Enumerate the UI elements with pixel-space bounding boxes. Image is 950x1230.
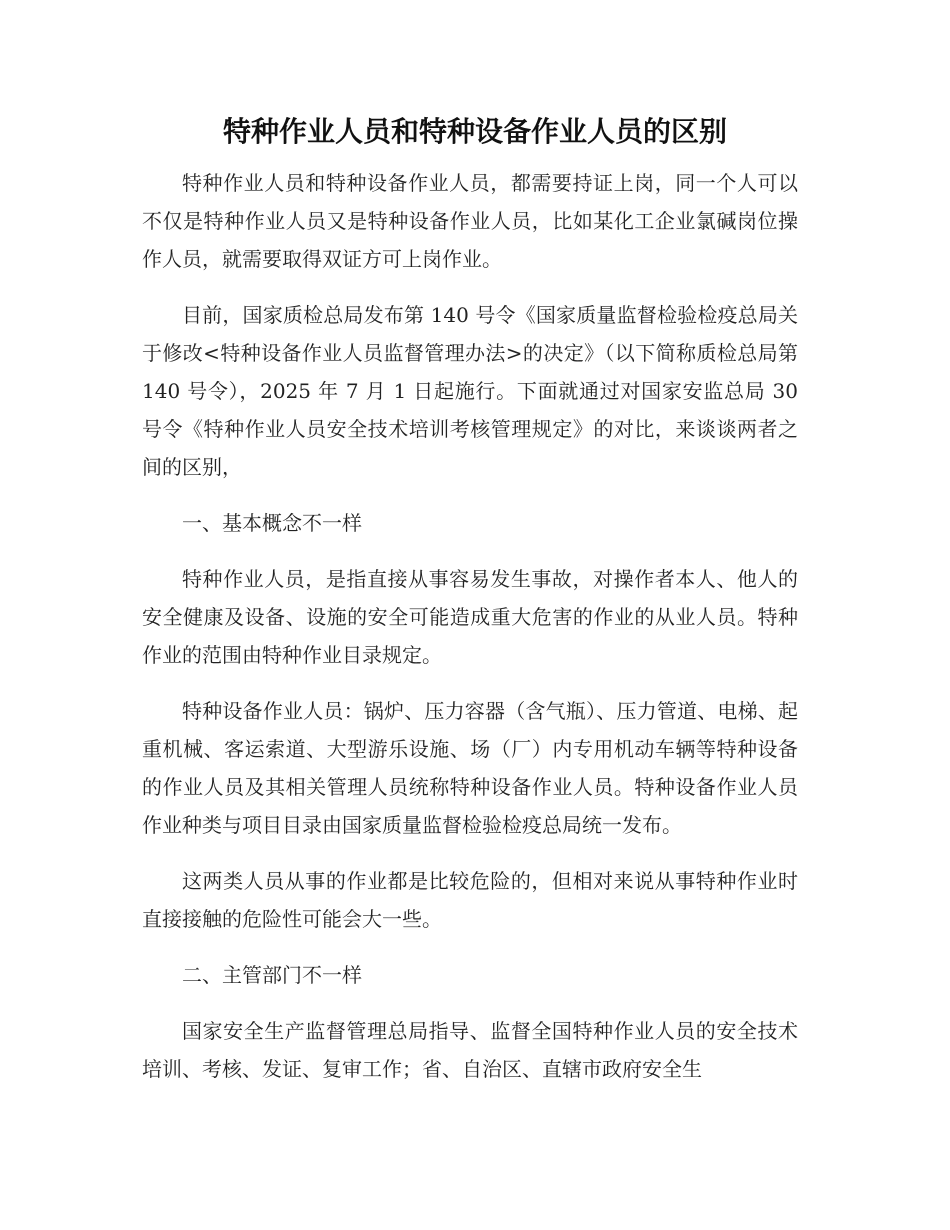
section-heading-authority: 二、主管部门不一样 bbox=[182, 963, 362, 987]
paragraph-special-equipment: 特种设备作业人员：锅炉、压力容器（含气瓶）、压力管道、电梯、起重机械、客运索道、大型游乐设施、场（厂）内专用机动车辆等特种设备的作业人员及其相关管理人员统称特种设备作业人员。特种设备作业人员作业种类与项目目录由国家质量监督检验检疫总局统一发布。 bbox=[142, 699, 798, 837]
paragraph-risk-comparison: 这两类人员从事的作业都是比较危险的，但相对来说从事特种作业时直接接触的危险性可能会大一些。 bbox=[142, 869, 798, 931]
paragraph-regulation: 目前，国家质检总局发布第 140 号令《国家质量监督检验检疫总局关于修改<特种设备作业人员监督管理办法>的决定》（以下简称质检总局第 140 号令），2025 年 7 月 1 日起施行。下面就通过对国家安监总局 30 号令《特种作业人员安全技术培训考核管理规定》的对比，来谈谈两者之间的区别， bbox=[142, 303, 798, 479]
section-heading-concept: 一、基本概念不一样 bbox=[182, 511, 362, 535]
document-body bbox=[142, 164, 798, 1106]
paragraph-special-operation: 特种作业人员，是指直接从事容易发生事故，对操作者本人、他人的安全健康及设备、设施的安全可能造成重大危害的作业的从业人员。特种作业的范围由特种作业目录规定。 bbox=[142, 567, 798, 667]
document-title: 特种作业人员和特种设备作业人员的区别 bbox=[222, 115, 727, 148]
paragraph-intro: 特种作业人员和特种设备作业人员，都需要持证上岗，同一个人可以不仅是特种作业人员又是特种设备作业人员，比如某化工企业氯碱岗位操作人员，就需要取得双证方可上岗作业。 bbox=[142, 171, 798, 271]
paragraph-authority: 国家安全生产监督管理总局指导、监督全国特种作业人员的安全技术培训、考核、发证、复审工作；省、自治区、直辖市政府安全生 bbox=[142, 1019, 798, 1081]
